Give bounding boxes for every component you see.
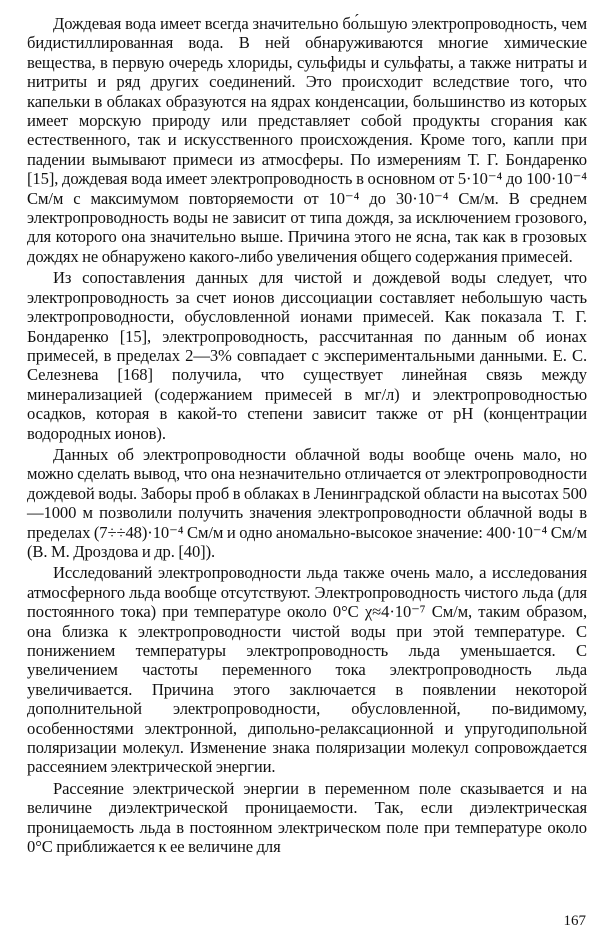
paragraph-cloud-water-conductivity: Данных об электропроводности облачной воды вообще очень мало, но можно сделать вывод, что она незначительно отличается от электропроводности дождевой воды. Заборы проб в облаках в Ленинградской области на высотах 500—1000 м позволили получить значения электропроводности облачной воды в пределах (7÷÷48)·10⁻⁴ См/м и одно аномально-высокое значение: 400·10⁻⁴ См/м (В. М. Дроздова и др. [40]). (27, 444, 587, 561)
paragraph-rain-water-conductivity: Дождевая вода имеет всегда значительно бо́льшую электропроводность, чем бидистиллированная вода. В ней обнаруживаются многие химические вещества, в первую очередь хлориды, сульфиды и сульфаты, а также нитраты и нитриты и ряд других соединений. Это происходит вследствие того, что капельки в облаках образуются на ядрах конденсации, большинство из которых имеет морскую природу или представляет собой продукты сгорания как естественного, так и искусственного происхождения. Кроме того, капли при падении вымывают примеси из атмосферы. По измерениям Т. Г. Бондаренко [15], дождевая вода имеет электропроводность в основном от 5·10⁻⁴ до 100·10⁻⁴ См/м с максимумом повторяемости от 10⁻⁴ до 30·10⁻⁴ См/м. В среднем электропроводность воды не зависит от типа дождя, за исключением грозового, для которого она значительно выше. Причина этого не ясна, так как в грозовых дождях не обнаружено какого-либо увеличения общего содержания примесей. (27, 14, 587, 266)
paragraph-ice-conductivity: Исследований электропроводности льда также очень мало, а исследования атмосферного льда вообще отсутствуют. Электропроводность чистого льда (для постоянного тока) при температуре около 0°C χ≈4·10⁻⁷ См/м, таким образом, она близка к электропроводности чистой воды при этой температуре. С понижением температуры электропроводность льда уменьшается. С увеличением частоты переменного тока электропроводность льда увеличивается. Причина этого заключается в появлении некоторой дополнительной электропроводности, обусловленной, по-видимому, особенностями электронной, дипольно-релаксационной и упругодипольной поляризации молекул. Изменение знака поляризации молекул сопровождается рассеянием электрической энергии. (27, 563, 587, 777)
paragraph-energy-dissipation: Рассеяние электрической энергии в переменном поле сказывается и на величине диэлектрической проницаемости. Так, если диэлектрическая проницаемость льда в постоянном электрическом поле при температуре около 0°C приближается к ее величине для (27, 778, 587, 857)
page-number: 167 (563, 913, 586, 929)
page-body (27, 14, 587, 856)
paragraph-pure-vs-rain-water: Из сопоставления данных для чистой и дождевой воды следует, что электропроводность за счет ионов диссоциации составляет небольшую часть электропроводности, обусловленной ионами примесей. Как показала Т. Г. Бондаренко [15], электропроводность, рассчитанная по данным об ионах примесей, в пределах 2—3% совпадает с экспериментальными данными. Е. С. Селезнева [168] получила, что существует линейная связь между минерализацией (содержанием примесей в мг/л) и электропроводностью осадков, которая в какой-то степени зависит также от pH (концентрации водородных ионов). (27, 268, 587, 443)
